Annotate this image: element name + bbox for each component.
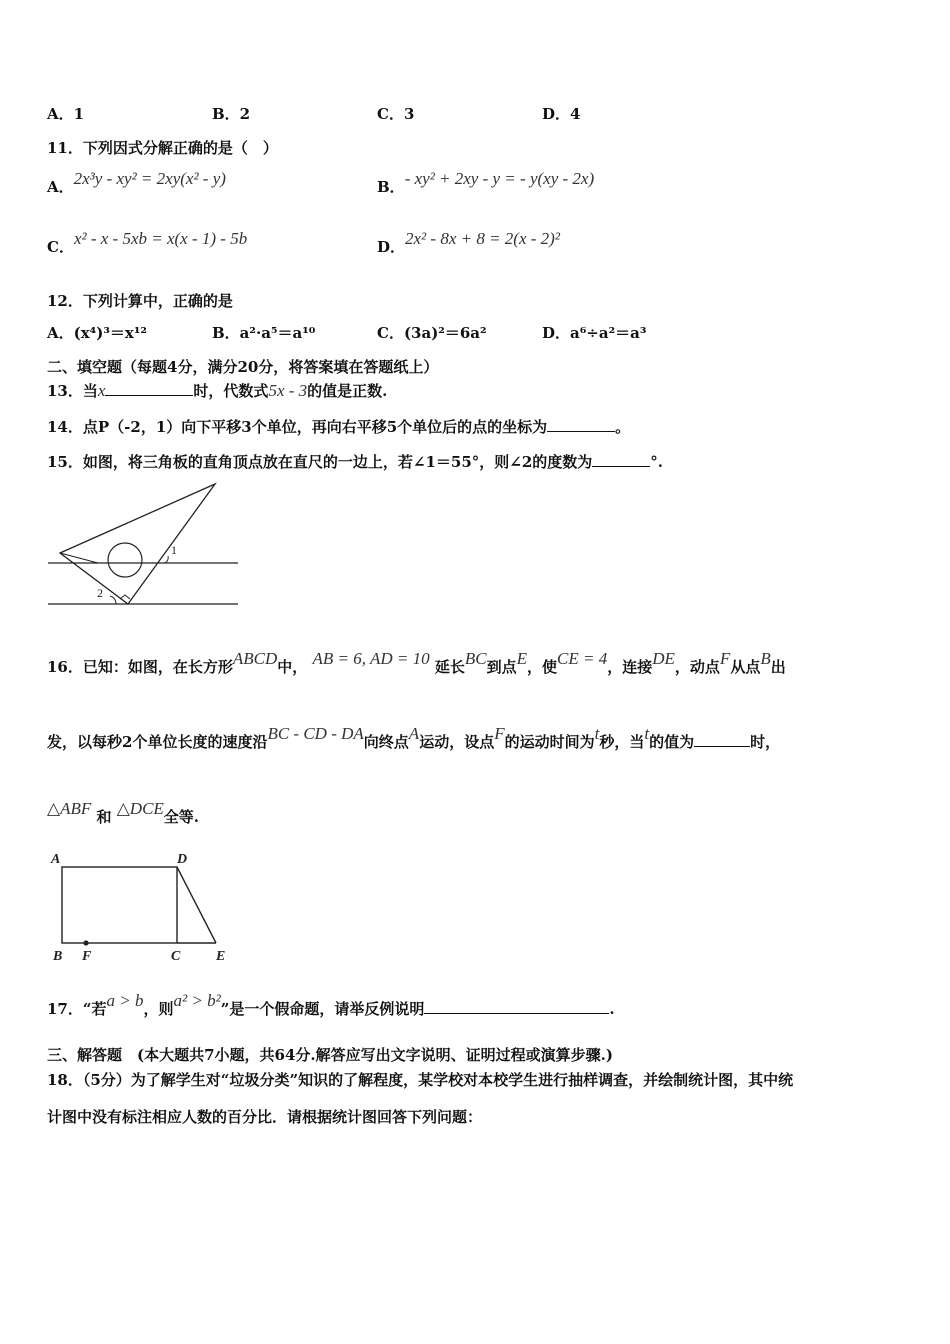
q16-text-1f: ，连接	[607, 658, 653, 676]
q11-c-math: x² - x - 5xb = x(x - 1) - 5b	[73, 229, 248, 248]
q13-text-3: 的值是正数.	[307, 382, 388, 400]
q14-answer-blank[interactable]	[547, 417, 615, 432]
triangle-ruler-figure	[40, 478, 250, 613]
q12-stem: 12．下列计算中，正确的是	[47, 292, 233, 310]
q16-f: F	[719, 649, 731, 668]
q11-option-c	[47, 229, 248, 257]
q16-a: A	[408, 724, 420, 743]
q11-b-label: B．	[377, 178, 405, 196]
q13	[47, 380, 387, 401]
q10-option-b: B．2	[212, 105, 251, 123]
q16-answer-blank[interactable]	[694, 732, 750, 747]
q13-answer-blank[interactable]	[105, 381, 193, 396]
q17-condition: a > b	[106, 991, 144, 1010]
q16-line-3	[47, 799, 200, 827]
q16-text-2f: 的值为	[649, 733, 695, 751]
q11-option-d	[377, 229, 560, 257]
q16-text-3b: 全等.	[163, 808, 200, 826]
q15-answer-blank[interactable]	[592, 452, 650, 467]
q16-triangle-dce: △DCE	[116, 799, 164, 818]
q16-text-1a: 16．已知：如图，在长方形	[47, 658, 233, 676]
rectangle-abcd	[62, 867, 177, 943]
q14-end: 。	[615, 418, 631, 436]
q11-d-label: D．	[377, 238, 406, 256]
q14	[47, 416, 630, 437]
q12-option-a: A．(x⁴)³＝x¹²	[47, 324, 147, 342]
angle-2-arc	[110, 596, 116, 604]
q13-text-1: 13．当	[47, 382, 98, 400]
angle-2-label: 2	[97, 586, 103, 600]
label-d: D	[177, 852, 188, 867]
q16-b: B	[760, 649, 771, 668]
q16-de: DE	[652, 649, 675, 668]
q16-f2: F	[494, 724, 505, 743]
q16-text-2c: 运动，设点	[419, 733, 495, 751]
q11-a-label: A．	[47, 178, 74, 196]
q17-text-3: ”是一个假命题，请举反例说明	[220, 1000, 425, 1018]
q16-bc: BC	[464, 649, 487, 668]
q16-text-1e: ，使	[527, 658, 558, 676]
q18-line-2: 计图中没有标注相应人数的百分比．请根据统计图回答下列问题：	[47, 1108, 483, 1126]
q16-t: t	[594, 724, 600, 743]
q11-option-a	[47, 169, 226, 197]
q16-line-2	[47, 724, 781, 752]
q12-option-c: C．(3a)²＝6a²	[377, 324, 487, 342]
label-e: E	[216, 949, 226, 964]
q15-text: 15．如图，将三角板的直角顶点放在直尺的一边上，若∠1＝55°，则∠2的度数为	[47, 453, 593, 471]
triangle-outline	[60, 484, 215, 604]
triangle-hole	[108, 543, 142, 577]
label-c: C	[171, 949, 181, 964]
q11-option-b	[377, 169, 595, 197]
q10-option-d: D．4	[542, 105, 581, 123]
q17	[47, 991, 615, 1019]
q16-text-2b: 向终点	[363, 733, 409, 751]
right-angle-mark	[120, 595, 130, 599]
label-f: F	[82, 949, 92, 964]
angle-1-label: 1	[171, 543, 177, 557]
point-f	[83, 940, 88, 945]
q16-text-1i: 出	[770, 658, 786, 676]
q15-end: °.	[650, 453, 663, 471]
q13-text-2: 时，代数式	[193, 382, 269, 400]
q10-option-a: A．1	[47, 105, 85, 123]
q12-option-b: B．a²·a⁵＝a¹⁰	[212, 324, 316, 342]
q11-d-math: 2x² - 8x + 8 = 2(x - 2)²	[405, 229, 560, 248]
q16-text-3a: 和	[96, 808, 112, 826]
q18-line-1: 18．（5分）为了解学生对“垃圾分类”知识的了解程度，某学校对本校学生进行抽样调查，并绘制统计图，其中统	[47, 1071, 794, 1089]
q11-stem: 11．下列因式分解正确的是（ ）	[47, 139, 278, 157]
q16-ce: CE = 4	[557, 649, 608, 668]
q17-text-1: 17．“若	[47, 1000, 107, 1018]
angle-1-arc	[165, 556, 168, 563]
section-3-heading: 三、解答题 (本大题共7小题，共64分.解答应写出文字说明、证明过程或演算步骤.)	[47, 1046, 613, 1064]
q16-text-1d: 到点	[486, 658, 517, 676]
label-a: A	[51, 852, 61, 867]
q13-expr: 5x - 3	[268, 381, 308, 400]
q13-var: x	[97, 381, 106, 400]
q17-answer-blank[interactable]	[424, 999, 609, 1014]
label-b: B	[53, 949, 63, 964]
q16-text-1b: 中，	[277, 658, 308, 676]
q16-line-1	[47, 649, 786, 677]
q16-path: BC - CD - DA	[267, 724, 364, 743]
q11-b-math: - xy² + 2xy - y = - y(xy - 2x)	[404, 169, 595, 188]
q16-condition: AB = 6, AD = 10	[312, 649, 430, 668]
q16-t2: t	[644, 724, 650, 743]
q12-option-d: D．a⁶÷a²＝a³	[542, 324, 647, 342]
q17-text-2: ，则	[143, 1000, 174, 1018]
segment-de	[177, 867, 216, 943]
q16-text-1g: ，动点	[674, 658, 720, 676]
q16-abcd: ABCD	[232, 649, 278, 668]
q11-c-label: C．	[47, 238, 74, 256]
q16-text-2g: 时，	[750, 733, 781, 751]
q16-e: E	[516, 649, 527, 668]
q10-option-c: C．3	[377, 105, 415, 123]
q17-end: .	[609, 1000, 615, 1018]
q17-conclusion: a² > b²	[173, 991, 221, 1010]
q11-a-math: 2x³y - xy² = 2xy(x² - y)	[73, 169, 226, 188]
q16-text-2a: 发，以每秒2个单位长度的速度沿	[47, 733, 268, 751]
section-2-heading: 二、填空题（每题4分，满分20分，将答案填在答题纸上）	[47, 358, 439, 376]
rectangle-figure	[40, 848, 240, 970]
q14-text: 14．点P（-2，1）向下平移3个单位，再向右平移5个单位后的点的坐标为	[47, 418, 548, 436]
q16-text-1c: 延长	[434, 658, 465, 676]
q15	[47, 451, 663, 472]
q16-triangle-abf: △ABF	[47, 799, 92, 818]
q16-text-2d: 的运动时间为	[504, 733, 595, 751]
q16-text-1h: 从点	[730, 658, 761, 676]
q16-text-2e: 秒，当	[599, 733, 645, 751]
